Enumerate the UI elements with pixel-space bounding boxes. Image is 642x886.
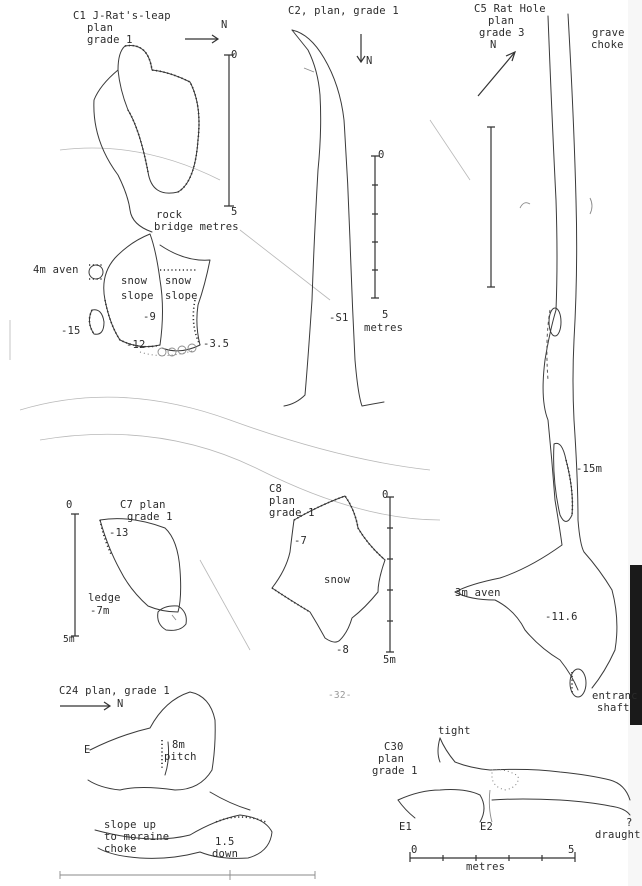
c7-depth-m7m: -7m <box>90 605 110 617</box>
c8-depth-m7: -7 <box>294 535 308 547</box>
c7-scale-bottom: 5m <box>63 634 75 645</box>
c1-sub-grade: grade 1 <box>87 34 133 46</box>
c8-sub-plan: plan <box>269 495 296 507</box>
c30-survey <box>398 738 630 822</box>
c30-question-label: ? <box>626 817 633 829</box>
c2-north-label: N <box>366 55 373 67</box>
c30-e1-label: E1 <box>399 821 413 833</box>
c8-depth-m8: -8 <box>336 644 350 656</box>
c7-scale-bar <box>71 514 79 636</box>
c7-sub-grade: grade 1 <box>127 511 173 523</box>
c5-sub-grade: grade 3 <box>479 27 525 39</box>
c30-title: C30 <box>384 741 404 753</box>
c8-snow-label: snow <box>324 574 351 586</box>
c8-scale-bottom: 5m <box>383 654 397 666</box>
c30-e2-label: E2 <box>480 821 494 833</box>
c7-ledge-label: ledge <box>88 592 121 604</box>
c1-sub-plan: plan <box>87 22 114 34</box>
c24-pitch-label: pitch <box>164 751 197 763</box>
c1-snow1-a: snow <box>121 275 148 287</box>
c5-shaft-label: shaft <box>597 702 630 714</box>
c1-snow2-a: snow <box>165 275 192 287</box>
scale-unit: metres <box>466 861 506 873</box>
c5-depth-m15m: -15m <box>576 463 603 475</box>
scale-start: 0 <box>411 844 418 856</box>
c1-survey <box>89 35 234 356</box>
c1-depth-m3-5: -3.5 <box>203 338 230 350</box>
c5-depth-m11-6: -11.6 <box>545 611 578 623</box>
c2-scale-bottom: 5 <box>382 309 389 321</box>
c1-depth-m12: -12 <box>126 339 146 351</box>
c7-survey <box>71 511 186 636</box>
c2-survey <box>284 30 384 406</box>
c8-title: C8 <box>269 483 283 495</box>
c24-depth-1-5: 1.5 <box>215 836 235 848</box>
c7-title: C7 plan <box>120 499 166 511</box>
c5-gravel-label: grave <box>592 27 625 39</box>
c1-snow2-b: slope <box>165 290 198 302</box>
c1-scale-bottom: 5 <box>231 206 238 218</box>
c30-sub-plan: plan <box>378 753 405 765</box>
c5-entrance-label: entranc <box>592 690 638 702</box>
c30-sub-grade: grade 1 <box>372 765 418 777</box>
c24-e-label: E <box>84 744 91 756</box>
c1-bridge-label: bridge metres <box>154 221 239 233</box>
c5-choke-label: choke <box>591 39 624 51</box>
c24-down-label: down <box>212 848 239 860</box>
c1-depth-m9: -9 <box>143 311 157 323</box>
c5-north-arrow <box>478 52 515 96</box>
c5-scale-bar <box>487 127 495 287</box>
c24-slope-line1: slope up <box>104 819 157 831</box>
c7-depth-m13: -13 <box>109 527 129 539</box>
c24-title: C24 plan, grade 1 <box>59 685 170 697</box>
c1-title: C1 J-Rat's-leap <box>73 10 171 22</box>
c24-survey <box>60 692 315 880</box>
c24-slope-line2: to moraine <box>104 831 170 843</box>
c2-title: C2, plan, grade 1 <box>288 5 399 17</box>
c1-scale-bar <box>224 55 234 206</box>
c1-depth-m15: -15 <box>61 325 81 337</box>
c1-snow1-b: slope <box>121 290 154 302</box>
c8-sub-grade: grade 1 <box>269 507 315 519</box>
c2-scale-top: 0 <box>378 149 385 161</box>
c24-pitch-depth: 8m <box>172 739 186 751</box>
c5-north-label: N <box>490 39 497 51</box>
c24-slope-line3: choke <box>104 843 137 855</box>
c1-north-label: N <box>221 19 228 31</box>
background-bleed <box>10 120 470 650</box>
c1-aven-label: 4m aven <box>33 264 79 276</box>
c30-tight-label: tight <box>438 725 471 737</box>
c1-rock-label: rock <box>156 209 183 221</box>
scale-end: 5 <box>568 844 575 856</box>
page-number: -32- <box>328 690 352 701</box>
c24-north-label: N <box>117 698 124 710</box>
c30-draught-label: draught <box>595 829 641 841</box>
c1-scale-top: 0 <box>231 49 238 61</box>
c8-scale-top: 0 <box>382 489 389 501</box>
c5-title: C5 Rat Hole <box>474 3 546 15</box>
c7-scale-top: 0 <box>66 499 73 511</box>
c2-depth-mark: -S1 <box>329 312 349 324</box>
c2-scale-unit: metres <box>364 322 404 334</box>
c5-sub-plan: plan <box>488 15 515 27</box>
c5-aven-label: 3m aven <box>455 587 501 599</box>
